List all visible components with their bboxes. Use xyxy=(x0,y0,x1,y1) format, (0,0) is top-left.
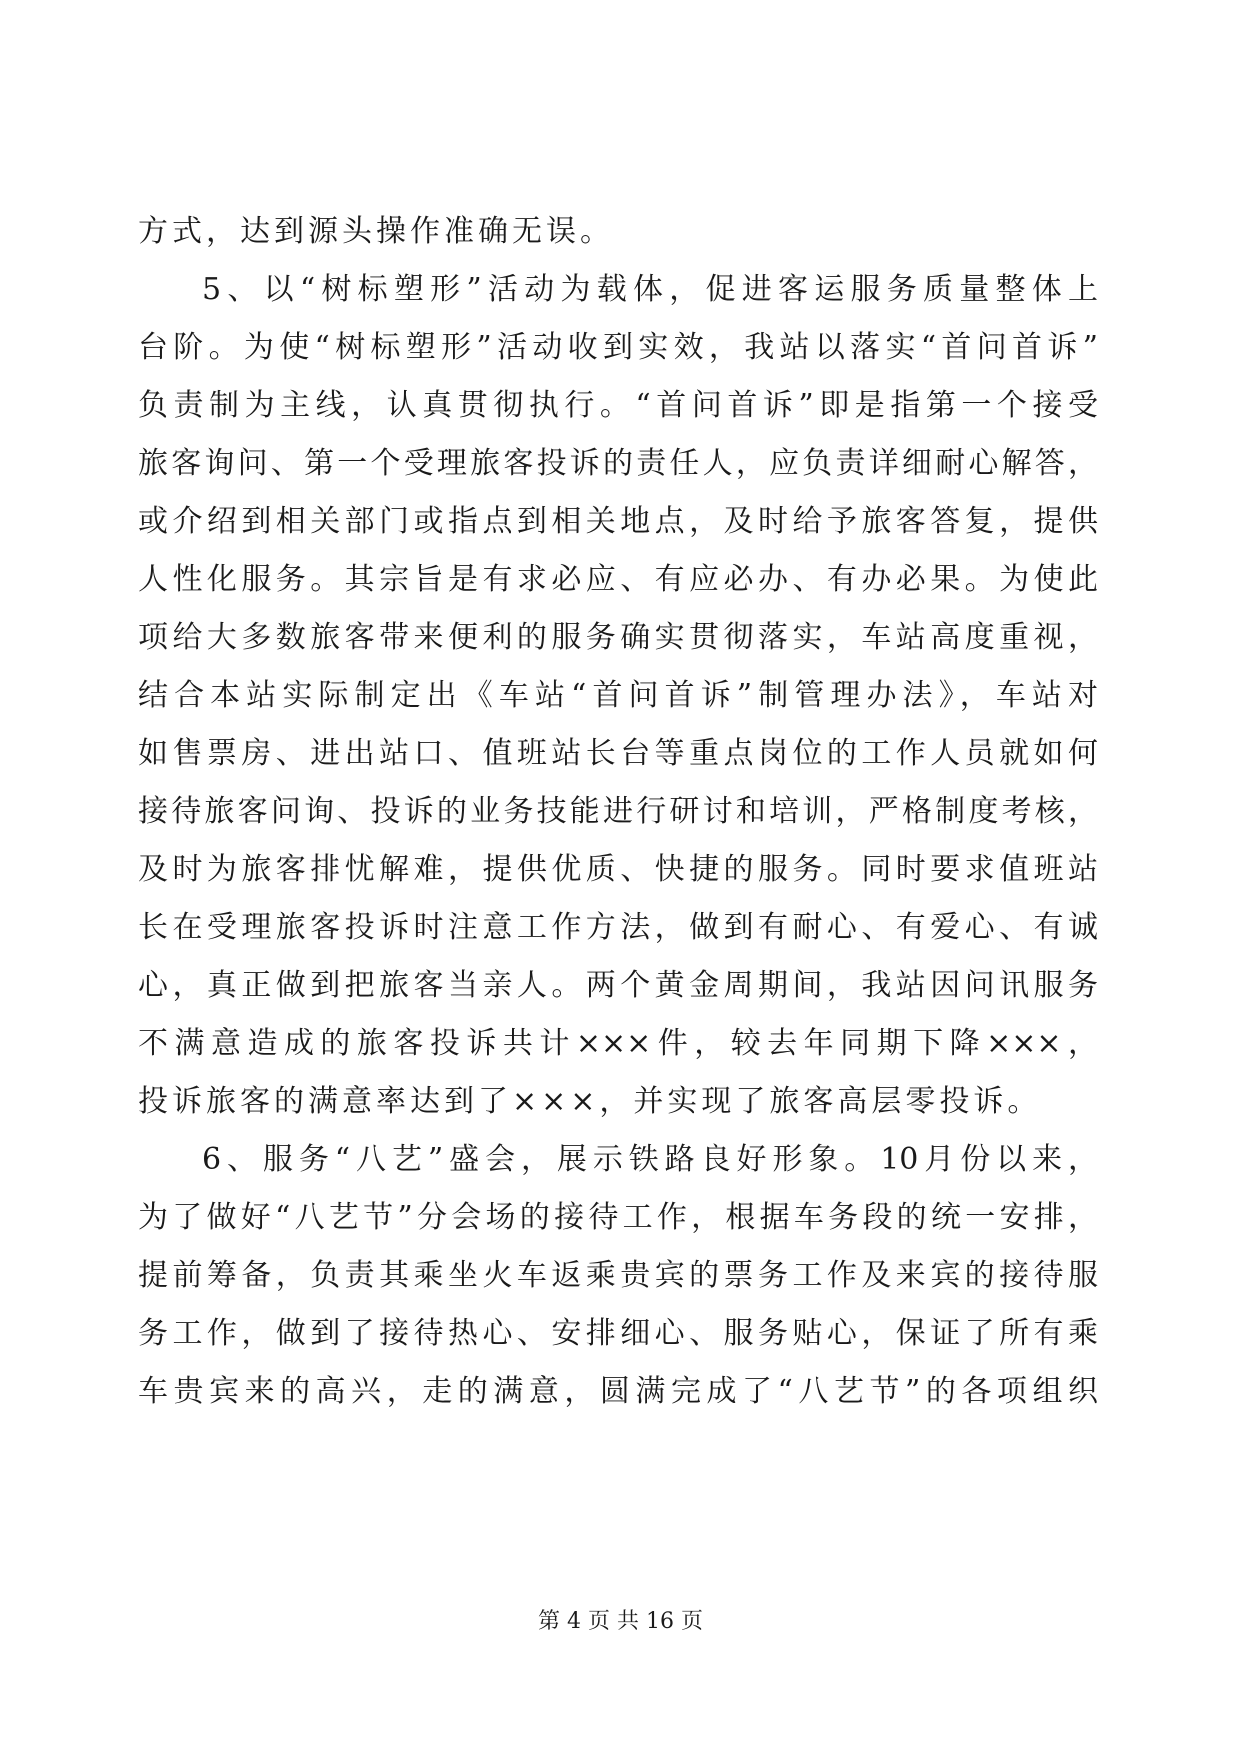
text-line: 项给大多数旅客带来便利的服务确实贯彻落实，车站高度重视， xyxy=(138,620,1098,655)
text-line: 及时为旅客排忧解难，提供优质、快捷的服务。同时要求值班站 xyxy=(138,852,1098,887)
text-line: 接待旅客问询、投诉的业务技能进行研讨和培训，严格制度考核， xyxy=(138,794,1098,829)
text-line: 人性化服务。其宗旨是有求必应、有应必办、有办必果。为使此 xyxy=(138,562,1098,597)
text-line: 6、服务“八艺”盛会，展示铁路良好形象。10月份以来， xyxy=(202,1142,1098,1177)
text-line: 心，真正做到把旅客当亲人。两个黄金周期间，我站因问讯服务 xyxy=(138,968,1098,1003)
text-line: 或介绍到相关部门或指点到相关地点，及时给予旅客答复，提供 xyxy=(138,504,1098,539)
text-line: 负责制为主线，认真贯彻执行。“首问首诉”即是指第一个接受 xyxy=(138,388,1098,423)
page-number-footer: 第 4 页 共 16 页 xyxy=(538,1609,703,1634)
text-line: 投诉旅客的满意率达到了×××，并实现了旅客高层零投诉。 xyxy=(138,1084,1042,1119)
text-line: 结合本站实际制定出《车站“首问首诉”制管理办法》，车站对 xyxy=(138,678,1098,713)
text-line: 如售票房、进出站口、值班站长台等重点岗位的工作人员就如何 xyxy=(138,736,1098,771)
text-line: 旅客询问、第一个受理旅客投诉的责任人，应负责详细耐心解答， xyxy=(138,446,1098,481)
text-line: 为了做好“八艺节”分会场的接待工作，根据车务段的统一安排， xyxy=(138,1200,1098,1235)
text-line: 5、以“树标塑形”活动为载体，促进客运服务质量整体上 xyxy=(202,272,1098,307)
text-line: 台阶。为使“树标塑形”活动收到实效，我站以落实“首问首诉” xyxy=(138,330,1098,365)
text-line: 不满意造成的旅客投诉共计×××件，较去年同期下降×××， xyxy=(138,1026,1098,1061)
text-line: 方式，达到源头操作准确无误。 xyxy=(138,214,614,249)
text-line: 提前筹备，负责其乘坐火车返乘贵宾的票务工作及来宾的接待服 xyxy=(138,1258,1098,1293)
text-line: 务工作，做到了接待热心、安排细心、服务贴心，保证了所有乘 xyxy=(138,1316,1098,1351)
text-line: 长在受理旅客投诉时注意工作方法，做到有耐心、有爱心、有诚 xyxy=(138,910,1098,945)
text-line: 车贵宾来的高兴，走的满意，圆满完成了“八艺节”的各项组织 xyxy=(138,1374,1098,1409)
